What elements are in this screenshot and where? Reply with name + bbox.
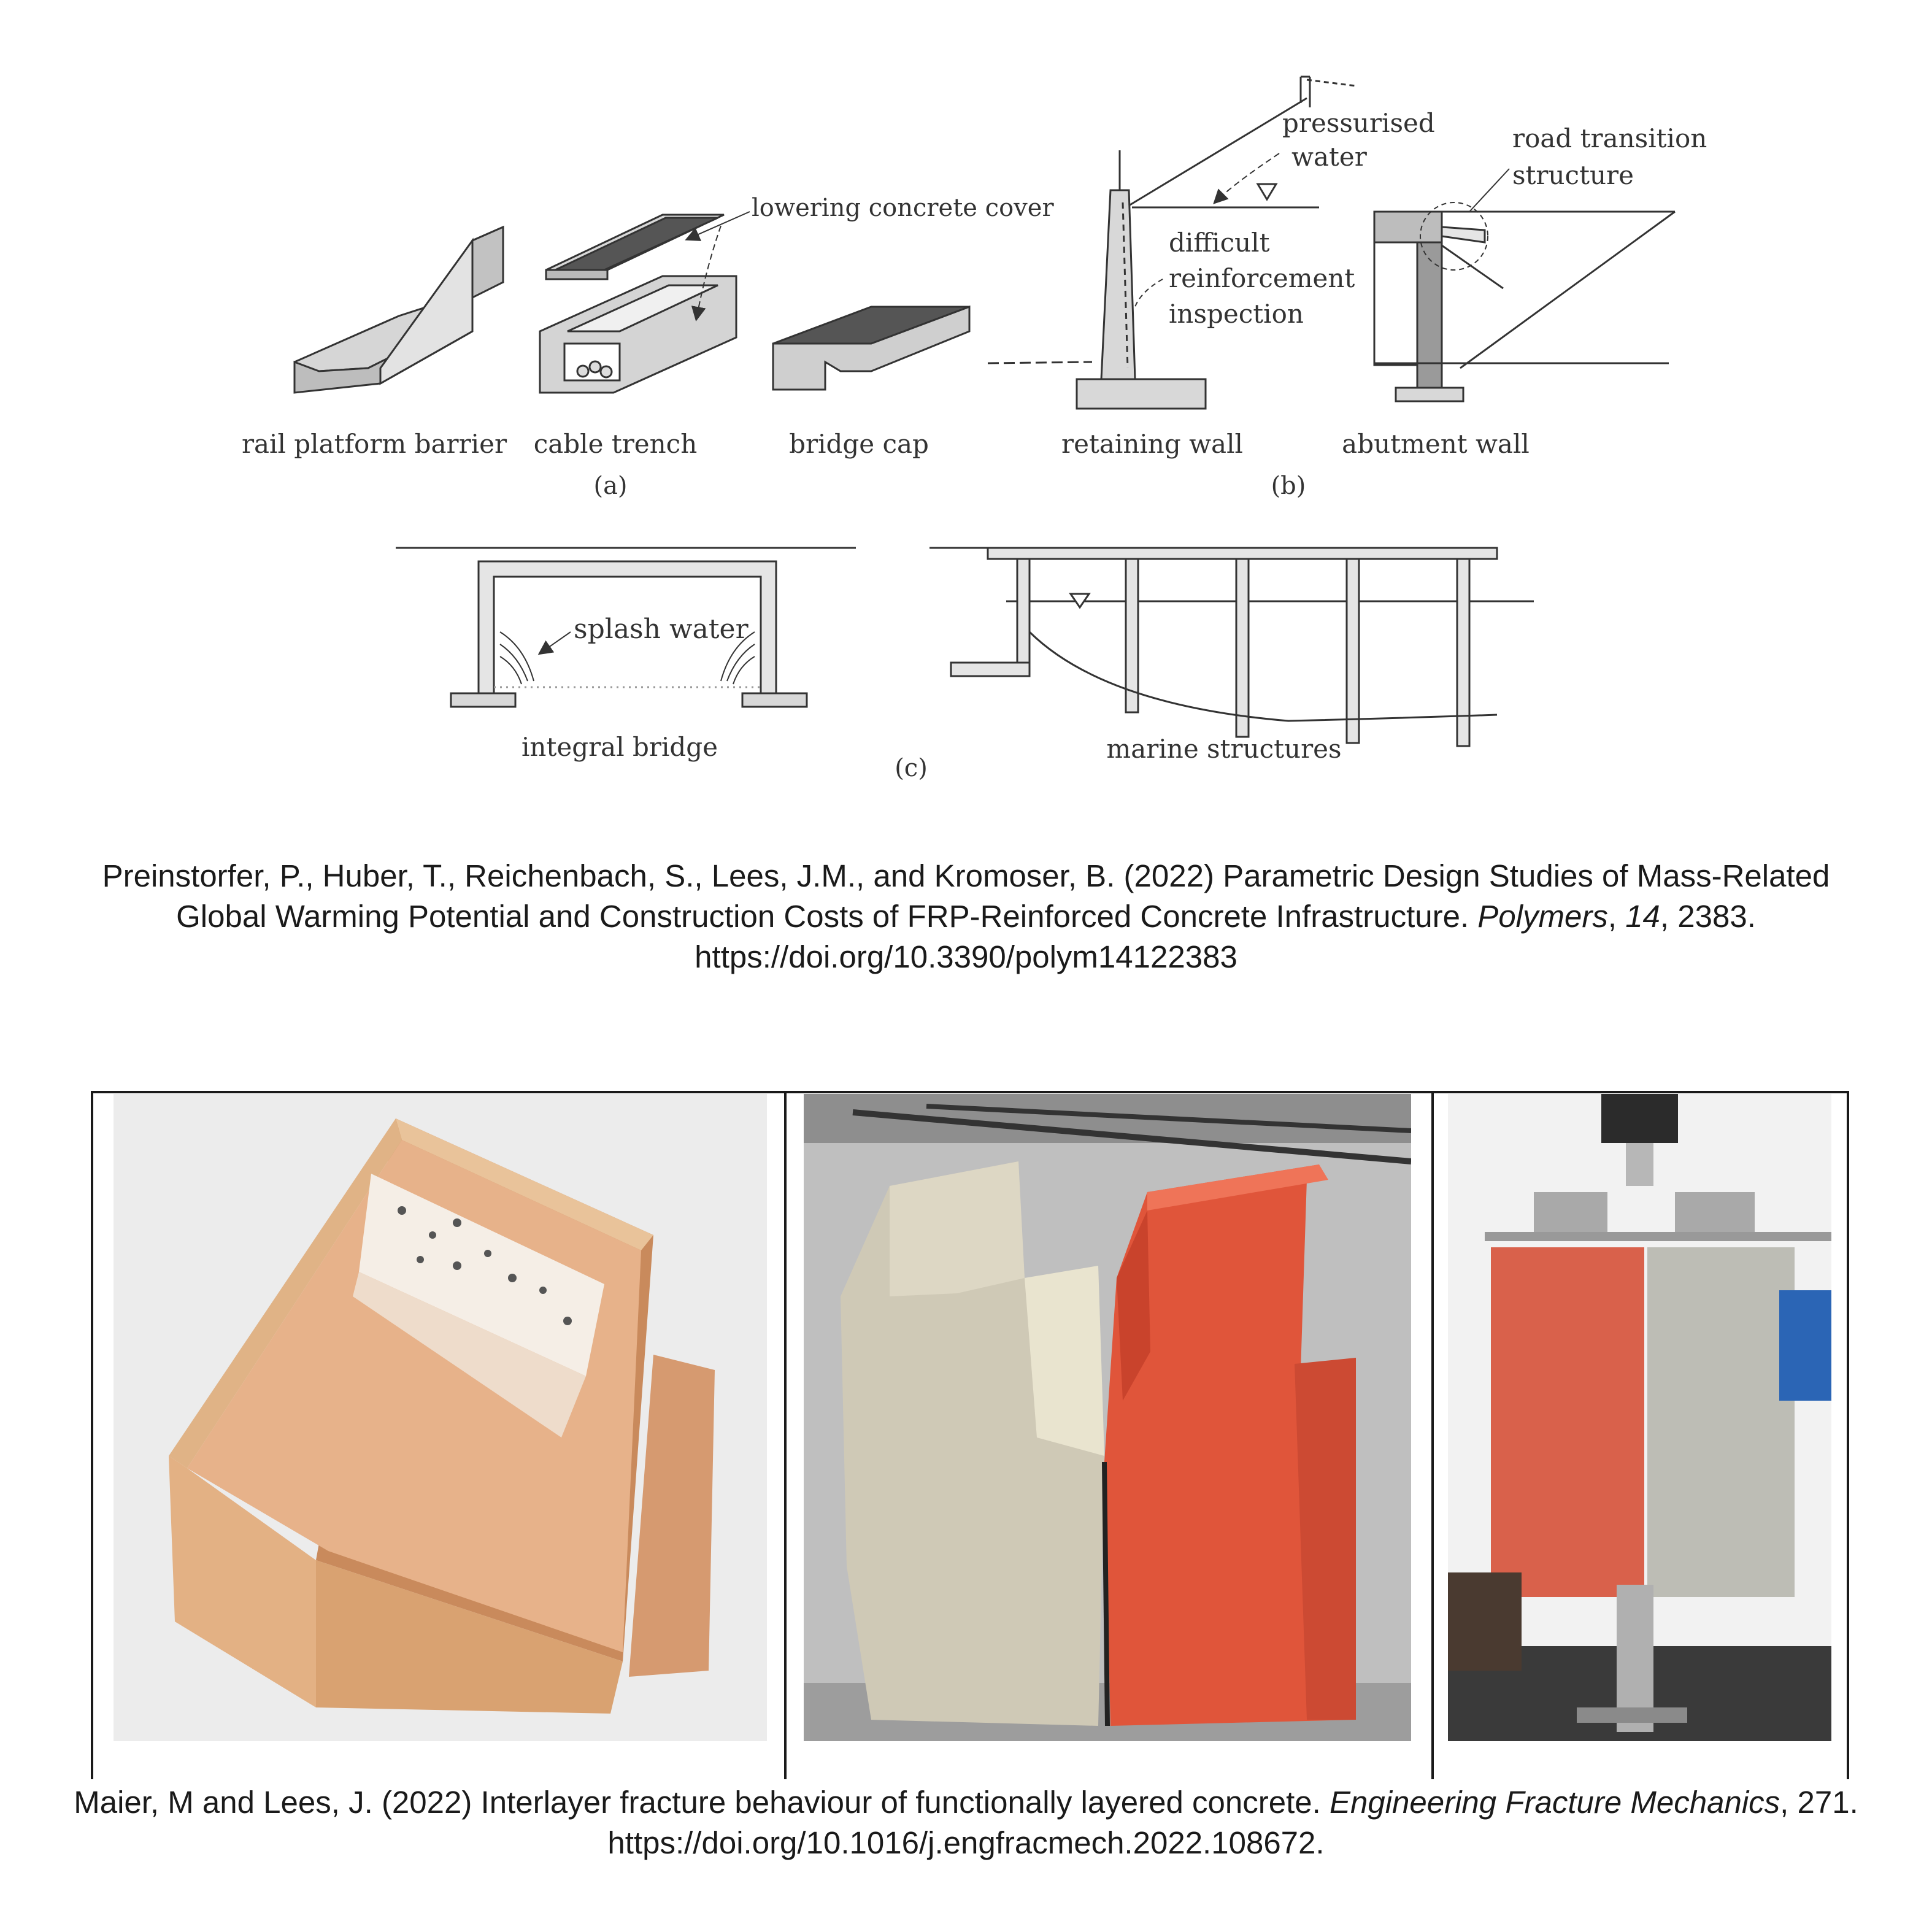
photo-divider: [91, 1091, 93, 1779]
splash-water-label: splash water: [574, 614, 749, 645]
water-label: water: [1291, 142, 1367, 172]
photo-divider: [1431, 1091, 1434, 1779]
citation-1-sep: ,: [1607, 899, 1626, 934]
citation-2-tail: , 271. https://doi.org/10.1016/j.engfracmech.2022.108672.: [607, 1785, 1858, 1860]
citation-1-tail: , 2383. https://doi.org/10.3390/polym14122383: [695, 899, 1756, 974]
lowering-cover-label: lowering concrete cover: [752, 194, 1054, 222]
layered-concrete-specimen-photo: [804, 1094, 1411, 1741]
bridge-cap-label: bridge cap: [789, 429, 929, 459]
retaining-wall-label: retaining wall: [1061, 429, 1243, 459]
citation-2: [74, 1782, 1858, 1863]
rail-platform-barrier-label: rail platform barrier: [241, 429, 507, 459]
infrastructure-diagram: [0, 0, 1932, 810]
road-transition-label: road transition: [1512, 123, 1707, 153]
fracture-test-rig-photo: [1448, 1094, 1831, 1741]
citation-1-text: Preinstorfer, P., Huber, T., Reichenbach, S., Lees, J.M., and Kromoser, B. (2022) Parametric Design Studies of Mass-Related Global Warming Potential and Construction Costs of FRP-Reinforced Concrete Infrastructure.: [102, 858, 1830, 934]
panel-c-label: (c): [895, 754, 928, 782]
photo-divider: [1847, 1091, 1849, 1779]
plywood-mould-photo: [114, 1094, 767, 1741]
difficult-label: difficult: [1169, 228, 1270, 258]
inspection-label: inspection: [1169, 299, 1304, 329]
reinforcement-label: reinforcement: [1169, 263, 1355, 293]
citation-2-journal: Engineering Fracture Mechanics: [1329, 1785, 1780, 1820]
rail-platform-barrier-drawing: [294, 227, 503, 393]
marine-structures-label: marine structures: [1106, 734, 1342, 764]
photo-divider: [784, 1091, 787, 1779]
cable-trench-drawing: [540, 215, 736, 393]
cable-trench-label: cable trench: [533, 429, 698, 459]
bridge-cap-drawing: [773, 307, 969, 390]
citation-1-journal: Polymers: [1477, 899, 1608, 934]
abutment-wall-label: abutment wall: [1342, 429, 1530, 459]
abutment-wall-drawing: [1374, 202, 1675, 401]
marine-structures-drawing: [929, 548, 1534, 746]
pressurised-label: pressurised: [1282, 108, 1435, 138]
panel-b-label: (b): [1271, 472, 1306, 500]
citation-1-volume: 14: [1625, 899, 1660, 934]
panel-a-label: (a): [593, 472, 628, 500]
structure-label: structure: [1512, 160, 1634, 190]
integral-bridge-label: integral bridge: [521, 732, 718, 762]
citation-1: [74, 856, 1858, 977]
citation-2-text: Maier, M and Lees, J. (2022) Interlayer fracture behaviour of functionally layered concrete.: [74, 1785, 1330, 1820]
